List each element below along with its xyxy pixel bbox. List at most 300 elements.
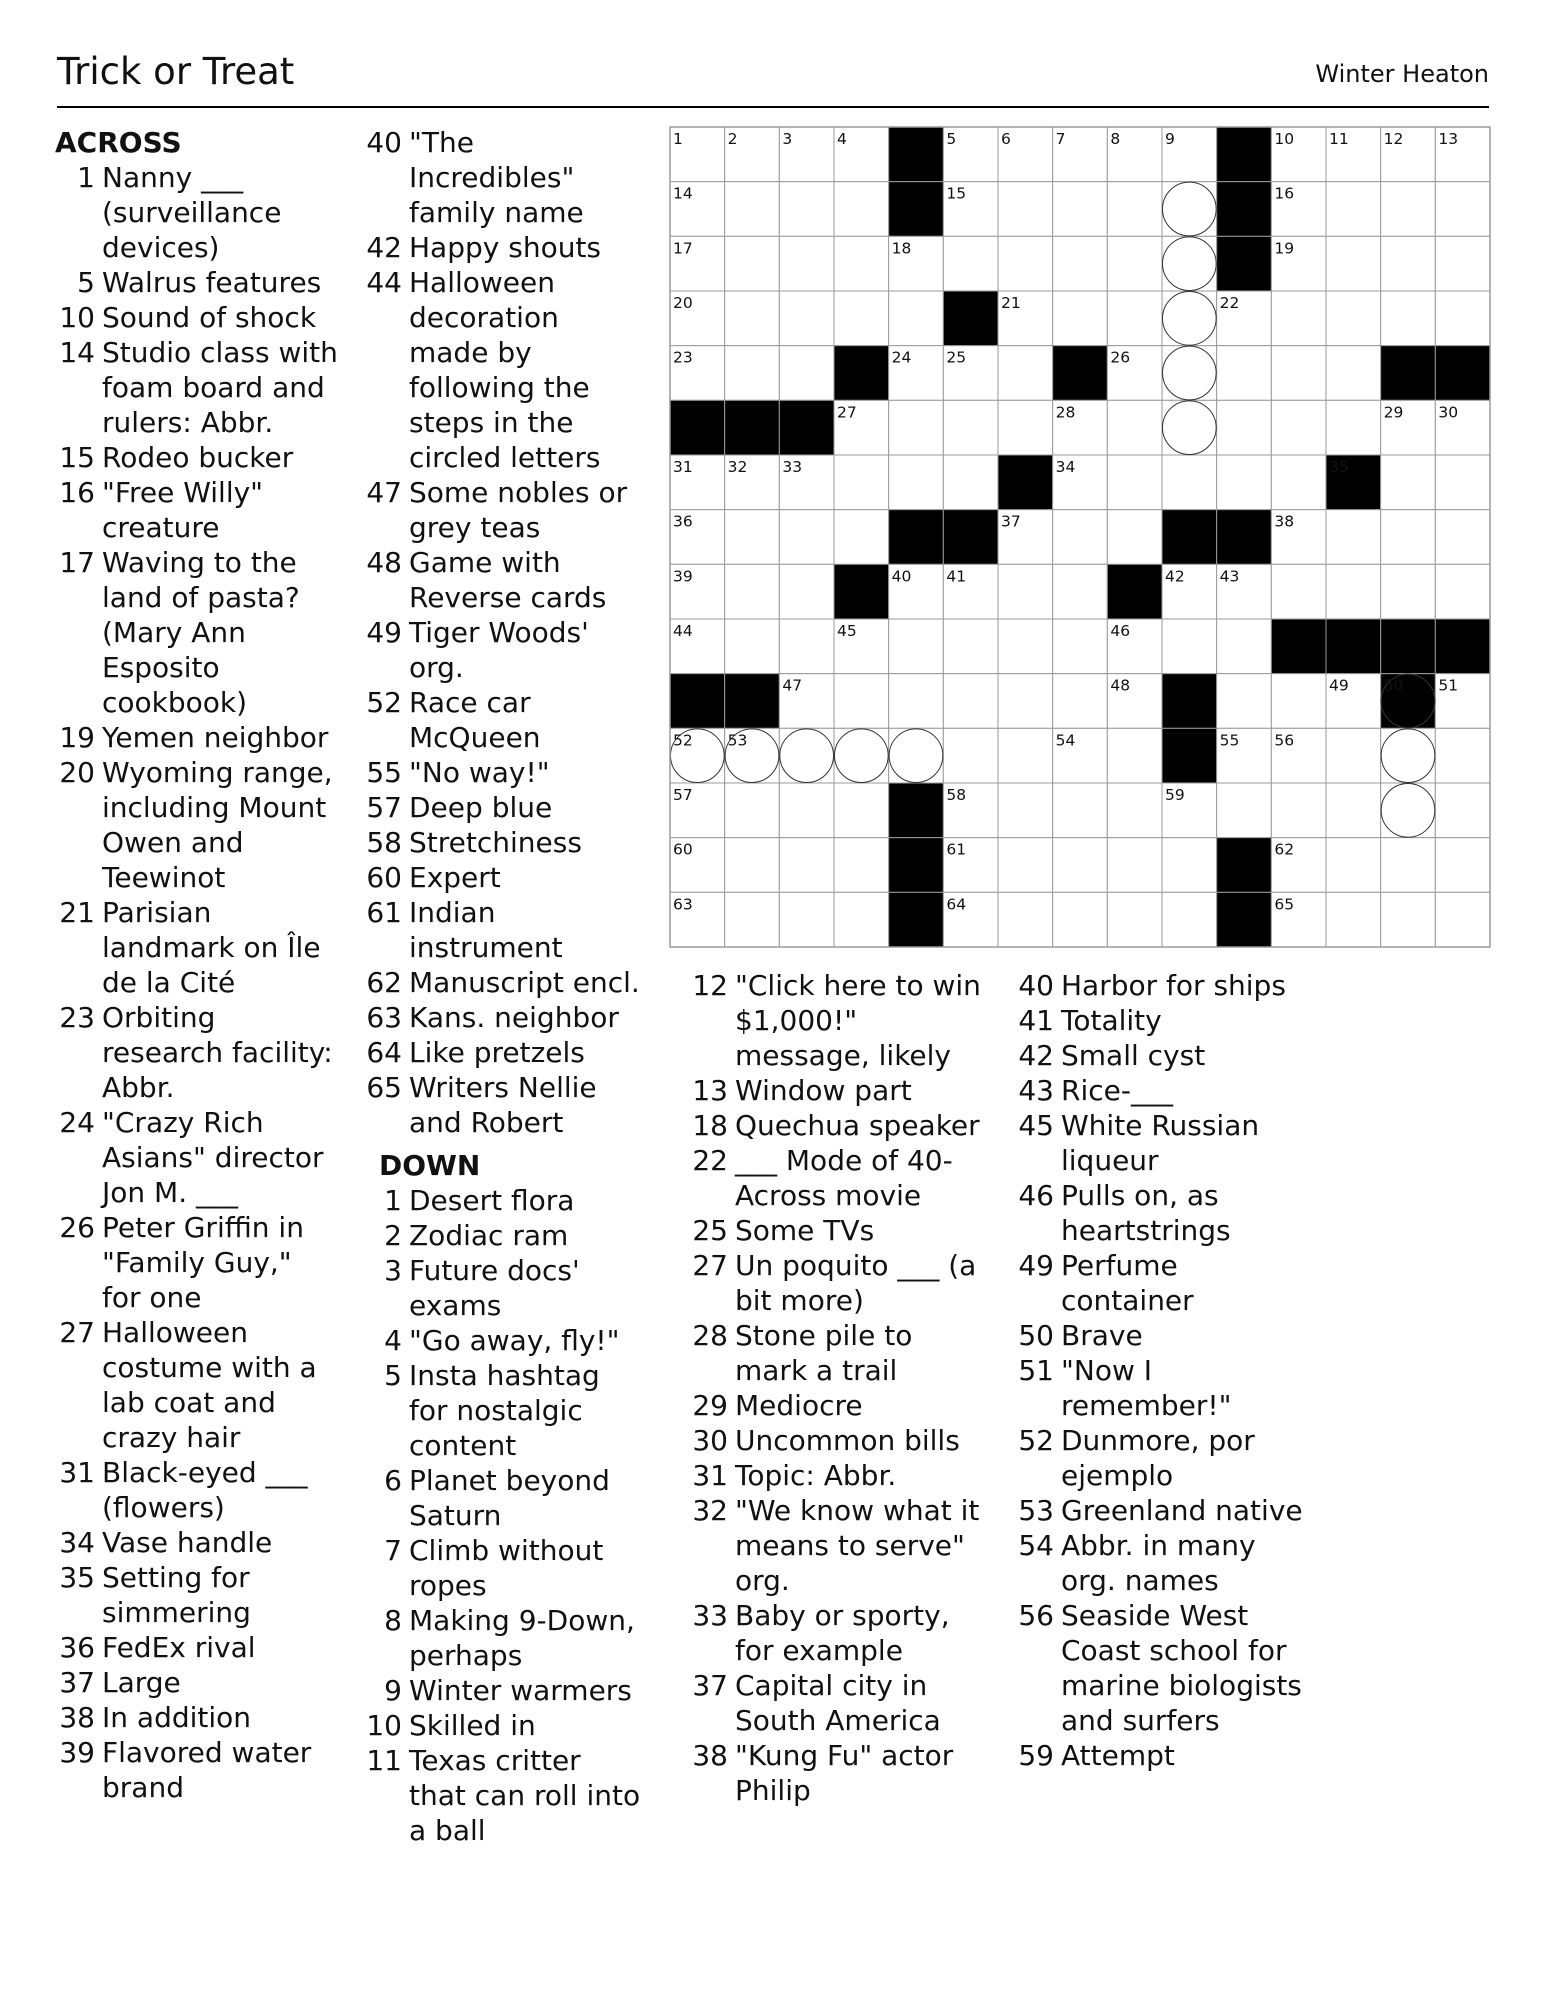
clue-down-54[interactable]: [1014, 1528, 1314, 1598]
grid-cell[interactable]: [725, 892, 780, 947]
clue-down-43[interactable]: [1014, 1073, 1314, 1108]
grid-cell[interactable]: [779, 346, 834, 401]
grid-cell[interactable]: [779, 291, 834, 346]
clue-across-16[interactable]: [55, 475, 338, 545]
clue-number: 15: [59, 441, 95, 474]
grid-cell[interactable]: [943, 619, 998, 674]
clue-number: 45: [1018, 1109, 1054, 1142]
grid-cell[interactable]: [1381, 455, 1436, 510]
grid-cell[interactable]: [943, 400, 998, 455]
clue-across-39[interactable]: [55, 1735, 338, 1805]
puzzle-title: Trick or Treat: [57, 50, 295, 93]
block-square: [1162, 674, 1217, 729]
clue-across-36[interactable]: [55, 1630, 338, 1665]
clue-number: 9: [384, 1674, 402, 1707]
grid-cell[interactable]: [998, 619, 1053, 674]
clue-number: 49: [1018, 1249, 1054, 1282]
grid-cell[interactable]: [1162, 455, 1217, 510]
clue-number: 21: [59, 896, 95, 929]
grid-cell[interactable]: [1162, 892, 1217, 947]
clue-down-8[interactable]: [362, 1603, 645, 1673]
grid-cell[interactable]: [1326, 510, 1381, 565]
clue-text: Some TVs: [735, 1214, 875, 1247]
clue-text: Setting for simmering: [102, 1561, 251, 1629]
grid-cell[interactable]: [889, 674, 944, 729]
grid-cell[interactable]: [1053, 783, 1108, 838]
clue-across-48[interactable]: [362, 545, 645, 615]
clue-across-60[interactable]: [362, 860, 645, 895]
clue-text: Baby or sporty, for example: [735, 1599, 950, 1667]
clue-down-37[interactable]: [688, 1668, 988, 1738]
clue-down-9[interactable]: [362, 1673, 645, 1708]
cell-number: 55: [1219, 731, 1240, 750]
cell-number: 50: [1383, 676, 1404, 695]
clue-across-64[interactable]: [362, 1035, 645, 1070]
cell-number: 19: [1274, 239, 1295, 258]
grid-cell[interactable]: [943, 674, 998, 729]
clue-down-27[interactable]: [688, 1248, 988, 1318]
clue-across-40[interactable]: [362, 125, 645, 230]
clue-text: Making 9-Down, perhaps: [409, 1604, 635, 1672]
clue-number: 40: [1018, 969, 1054, 1002]
grid-cell[interactable]: [725, 236, 780, 291]
grid-cell[interactable]: [1435, 291, 1490, 346]
cell-number: 15: [946, 184, 967, 203]
cell-number: 18: [891, 239, 912, 258]
clue-down-38[interactable]: [688, 1738, 988, 1808]
grid-cell[interactable]: [834, 291, 889, 346]
clue-text: Halloween decoration made by following the steps in the circled letters: [409, 266, 601, 474]
grid-cell[interactable]: [725, 346, 780, 401]
grid-cell[interactable]: [1107, 783, 1162, 838]
clue-down-30[interactable]: [688, 1423, 988, 1458]
grid-cell[interactable]: [998, 674, 1053, 729]
grid-cell[interactable]: [1107, 291, 1162, 346]
grid-cell[interactable]: [1107, 728, 1162, 783]
grid-cell[interactable]: [834, 182, 889, 237]
cell-number: 56: [1274, 731, 1295, 750]
grid-cell[interactable]: [834, 838, 889, 893]
block-square: [1162, 728, 1217, 783]
grid-cell[interactable]: [1381, 564, 1436, 619]
grid-cell[interactable]: [998, 182, 1053, 237]
clue-column-2: [362, 125, 645, 1848]
clue-across-65[interactable]: [362, 1070, 645, 1140]
clue-across-27[interactable]: [55, 1315, 338, 1455]
clue-across-15[interactable]: [55, 440, 338, 475]
clue-number: 22: [692, 1144, 728, 1177]
clue-down-50[interactable]: [1014, 1318, 1314, 1353]
grid-cell[interactable]: [1107, 892, 1162, 947]
grid-cell[interactable]: [779, 236, 834, 291]
grid-cell[interactable]: [834, 236, 889, 291]
clue-number: 38: [59, 1701, 95, 1734]
crossword-grid-svg: [670, 127, 1490, 947]
grid-cell[interactable]: [1326, 346, 1381, 401]
cell-number: 20: [673, 294, 693, 312]
cell-number: 35: [1329, 458, 1349, 476]
clue-number: 3: [384, 1254, 402, 1287]
clue-number: 19: [59, 721, 95, 754]
clue-across-49[interactable]: [362, 615, 645, 685]
cell-number: 63: [673, 895, 693, 914]
clue-text: Waving to the land of pasta? (Mary Ann Esposito cookbook): [102, 546, 300, 719]
puzzle-author: Winter Heaton: [1315, 60, 1489, 88]
cell-number: 26: [1110, 348, 1131, 367]
block-square: [1381, 346, 1436, 401]
grid-cell[interactable]: [1435, 783, 1490, 838]
clue-across-38[interactable]: [55, 1700, 338, 1735]
clue-down-52[interactable]: [1014, 1423, 1314, 1493]
clue-text: Parisian landmark on Île de la Cité: [102, 896, 321, 999]
grid-cell[interactable]: [725, 564, 780, 619]
grid-cell[interactable]: [1217, 619, 1272, 674]
cell-number: 24: [891, 348, 912, 367]
clue-number: 29: [692, 1389, 728, 1422]
clue-across-17[interactable]: [55, 545, 338, 720]
block-square: [889, 838, 944, 893]
clue-down-33[interactable]: [688, 1598, 988, 1668]
clue-number: 38: [692, 1739, 728, 1772]
clue-down-56[interactable]: [1014, 1598, 1314, 1738]
grid-cell[interactable]: [1107, 236, 1162, 291]
block-square: [779, 400, 834, 455]
grid-cell[interactable]: [1435, 892, 1490, 947]
grid-cell[interactable]: [998, 400, 1053, 455]
clue-down-10[interactable]: [362, 1708, 645, 1743]
clue-text: Winter warmers: [409, 1674, 632, 1707]
clue-number: 1: [384, 1184, 402, 1217]
grid-cell[interactable]: [943, 455, 998, 510]
clue-down-3[interactable]: [362, 1253, 645, 1323]
clue-text: Flavored water brand: [102, 1736, 312, 1804]
grid-cell[interactable]: [998, 346, 1053, 401]
clue-number: 11: [366, 1744, 402, 1777]
grid-cell[interactable]: [779, 838, 834, 893]
clue-text: Studio class with foam board and rulers: Abbr.: [102, 336, 338, 439]
grid-cell[interactable]: [1326, 564, 1381, 619]
grid-cell[interactable]: [779, 510, 834, 565]
cell-number: 65: [1274, 895, 1295, 914]
grid-cell[interactable]: [1381, 236, 1436, 291]
clue-across-31[interactable]: [55, 1455, 338, 1525]
grid-cell[interactable]: [1381, 182, 1436, 237]
cell-number: 29: [1383, 403, 1404, 422]
grid-cell[interactable]: [725, 510, 780, 565]
clue-text: Rice-___: [1061, 1074, 1173, 1107]
grid-cell[interactable]: [1053, 236, 1108, 291]
clue-number: 46: [1018, 1179, 1054, 1212]
clue-text: Black-eyed ___ (flowers): [102, 1456, 308, 1524]
clue-across-24[interactable]: [55, 1105, 338, 1210]
clue-across-63[interactable]: [362, 1000, 645, 1035]
grid-cell[interactable]: [1053, 564, 1108, 619]
clue-text: Uncommon bills: [735, 1424, 960, 1457]
grid-cell[interactable]: [1107, 400, 1162, 455]
clue-number: 5: [77, 266, 95, 299]
clue-down-7[interactable]: [362, 1533, 645, 1603]
clue-down-2[interactable]: [362, 1218, 645, 1253]
grid-cell[interactable]: [1326, 291, 1381, 346]
clue-down-11[interactable]: [362, 1743, 645, 1848]
grid-cell[interactable]: [1381, 510, 1436, 565]
clue-down-32[interactable]: [688, 1493, 988, 1598]
clue-text: ___ Mode of 40-Across movie: [735, 1144, 953, 1212]
cell-number: 41: [946, 567, 967, 586]
block-square: [889, 182, 944, 237]
clue-text: Small cyst: [1061, 1039, 1206, 1072]
grid-cell[interactable]: [1217, 674, 1272, 729]
grid-cell[interactable]: [943, 236, 998, 291]
clue-down-12[interactable]: [688, 968, 988, 1073]
clue-number: 2: [384, 1219, 402, 1252]
grid-cell[interactable]: [1326, 892, 1381, 947]
grid-cell[interactable]: [998, 728, 1053, 783]
block-square: [1217, 838, 1272, 893]
grid-cell[interactable]: [1435, 510, 1490, 565]
block-square: [1217, 182, 1272, 237]
grid-cell[interactable]: [889, 619, 944, 674]
block-square: [834, 346, 889, 401]
cell-number: 62: [1274, 840, 1295, 859]
clue-number: 64: [366, 1036, 402, 1069]
clue-down-53[interactable]: [1014, 1493, 1314, 1528]
clue-down-45[interactable]: [1014, 1108, 1314, 1178]
grid-cell[interactable]: [998, 892, 1053, 947]
grid-cell[interactable]: [1435, 236, 1490, 291]
across-clue-list: [55, 160, 338, 1805]
clue-across-42[interactable]: [362, 230, 645, 265]
grid-cell[interactable]: [1107, 510, 1162, 565]
clue-across-44[interactable]: [362, 265, 645, 475]
grid-cell[interactable]: [779, 783, 834, 838]
clue-text: Wyoming range, including Mount Owen and Teewinot: [102, 756, 333, 894]
clue-number: 31: [59, 1456, 95, 1489]
cell-number: 4: [837, 130, 847, 148]
grid-cell[interactable]: [1217, 400, 1272, 455]
cell-number: 61: [946, 840, 967, 859]
clue-down-51[interactable]: [1014, 1353, 1314, 1423]
grid-cell[interactable]: [1271, 783, 1326, 838]
grid-cell[interactable]: [1326, 182, 1381, 237]
clue-down-13[interactable]: [688, 1073, 988, 1108]
grid-cell[interactable]: [889, 291, 944, 346]
clue-text: Yemen neighbor: [102, 721, 329, 754]
clue-number: 34: [59, 1526, 95, 1559]
grid-cell[interactable]: [1053, 619, 1108, 674]
grid-cell[interactable]: [889, 400, 944, 455]
clue-column-3: [688, 968, 988, 1808]
clue-down-25[interactable]: [688, 1213, 988, 1248]
clue-across-21[interactable]: [55, 895, 338, 1000]
grid-cell[interactable]: [1326, 838, 1381, 893]
clue-across-10[interactable]: [55, 300, 338, 335]
grid-cell[interactable]: [998, 564, 1053, 619]
clue-across-26[interactable]: [55, 1210, 338, 1315]
grid-cell[interactable]: [1053, 838, 1108, 893]
grid-cell[interactable]: [779, 619, 834, 674]
cell-number: 52: [673, 731, 693, 750]
clue-text: Game with Reverse cards: [409, 546, 607, 614]
clue-text: "Now I remember!": [1061, 1354, 1232, 1422]
cell-number: 57: [673, 786, 693, 804]
grid-cell[interactable]: [1271, 400, 1326, 455]
grid-cell[interactable]: [1271, 346, 1326, 401]
clue-number: 59: [1018, 1739, 1054, 1772]
grid-cell[interactable]: [1053, 182, 1108, 237]
grid-cell[interactable]: [1162, 838, 1217, 893]
cell-number: 14: [673, 184, 693, 203]
clue-text: Planet beyond Saturn: [409, 1464, 610, 1532]
grid-cell[interactable]: [1107, 182, 1162, 237]
grid-cell[interactable]: [779, 564, 834, 619]
clue-text: Expert: [409, 861, 501, 894]
grid-cell[interactable]: [1381, 892, 1436, 947]
grid-cell[interactable]: [889, 455, 944, 510]
clue-number: 1: [77, 161, 95, 194]
clue-across-1[interactable]: [55, 160, 338, 265]
grid-cell[interactable]: [834, 783, 889, 838]
clue-text: Totality: [1061, 1004, 1162, 1037]
clue-text: Skilled in: [409, 1709, 536, 1742]
grid-cell[interactable]: [725, 783, 780, 838]
clue-across-47[interactable]: [362, 475, 645, 545]
clue-across-62[interactable]: [362, 965, 645, 1000]
clue-across-52[interactable]: [362, 685, 645, 755]
clue-text: Walrus features: [102, 266, 322, 299]
clue-number: 65: [366, 1071, 402, 1104]
clue-down-49[interactable]: [1014, 1248, 1314, 1318]
grid-cell[interactable]: [834, 455, 889, 510]
grid-cell[interactable]: [779, 182, 834, 237]
block-square: [1326, 619, 1381, 674]
down-heading: DOWN: [379, 1149, 481, 1182]
grid-cell[interactable]: [725, 838, 780, 893]
clue-number: 52: [1018, 1424, 1054, 1457]
block-square: [1381, 619, 1436, 674]
grid-cell[interactable]: [834, 510, 889, 565]
clue-down-29[interactable]: [688, 1388, 988, 1423]
grid-cell[interactable]: [1381, 291, 1436, 346]
grid-cell[interactable]: [1271, 674, 1326, 729]
grid-cell[interactable]: [1217, 455, 1272, 510]
clue-across-37[interactable]: [55, 1665, 338, 1700]
clue-down-4[interactable]: [362, 1323, 645, 1358]
clue-down-22[interactable]: [688, 1143, 988, 1213]
clue-across-14[interactable]: [55, 335, 338, 440]
clue-across-34[interactable]: [55, 1525, 338, 1560]
grid-cell[interactable]: [1271, 564, 1326, 619]
grid-cell[interactable]: [1053, 291, 1108, 346]
grid-cell[interactable]: [725, 619, 780, 674]
clue-number: 23: [59, 1001, 95, 1034]
clue-across-58[interactable]: [362, 825, 645, 860]
clue-down-46[interactable]: [1014, 1178, 1314, 1248]
clue-text: Window part: [735, 1074, 912, 1107]
grid-cell[interactable]: [1435, 455, 1490, 510]
cell-number: 17: [673, 239, 693, 258]
grid-cell[interactable]: [1271, 455, 1326, 510]
clue-number: 14: [59, 336, 95, 369]
clue-across-20[interactable]: [55, 755, 338, 895]
grid-cell[interactable]: [1326, 236, 1381, 291]
clue-across-55[interactable]: [362, 755, 645, 790]
clue-down-40[interactable]: [1014, 968, 1314, 1003]
clue-text: Halloween costume with a lab coat and crazy hair: [102, 1316, 317, 1454]
grid-cell[interactable]: [834, 674, 889, 729]
grid-cell[interactable]: [1107, 455, 1162, 510]
clue-across-5[interactable]: [55, 265, 338, 300]
clue-down-31[interactable]: [688, 1458, 988, 1493]
grid-cell[interactable]: [1271, 291, 1326, 346]
grid-cell[interactable]: [998, 783, 1053, 838]
clue-across-19[interactable]: [55, 720, 338, 755]
clue-across-61[interactable]: [362, 895, 645, 965]
grid-cell[interactable]: [1162, 619, 1217, 674]
clue-text: Writers Nellie and Robert: [409, 1071, 597, 1139]
grid-cell[interactable]: [998, 838, 1053, 893]
block-square: [889, 892, 944, 947]
grid-cell[interactable]: [1326, 728, 1381, 783]
grid-cell[interactable]: [1053, 892, 1108, 947]
clue-down-6[interactable]: [362, 1463, 645, 1533]
grid-cell[interactable]: [1381, 838, 1436, 893]
clue-down-28[interactable]: [688, 1318, 988, 1388]
clue-down-59[interactable]: [1014, 1738, 1314, 1773]
cell-number: 22: [1219, 294, 1240, 312]
clue-text: Climb without ropes: [409, 1534, 604, 1602]
grid-cell[interactable]: [1053, 510, 1108, 565]
cell-number: 31: [673, 458, 693, 476]
clue-text: Texas critter that can roll into a ball: [409, 1744, 641, 1847]
clue-down-42[interactable]: [1014, 1038, 1314, 1073]
grid-cell[interactable]: [943, 728, 998, 783]
clue-across-57[interactable]: [362, 790, 645, 825]
grid-cell[interactable]: [725, 291, 780, 346]
clue-text: Race car McQueen: [409, 686, 541, 754]
clue-text: "The Incredibles" family name: [409, 126, 584, 229]
clue-down-5[interactable]: [362, 1358, 645, 1463]
clue-down-1[interactable]: [362, 1183, 645, 1218]
cell-number: 54: [1055, 731, 1076, 750]
grid-cell[interactable]: [1326, 783, 1381, 838]
clue-number: 55: [366, 756, 402, 789]
grid-cell[interactable]: [1053, 674, 1108, 729]
grid-cell[interactable]: [834, 892, 889, 947]
grid-cell[interactable]: [1326, 400, 1381, 455]
clue-across-23[interactable]: [55, 1000, 338, 1105]
clue-number: 24: [59, 1106, 95, 1139]
grid-cell[interactable]: [725, 182, 780, 237]
clue-number: 51: [1018, 1354, 1054, 1387]
grid-cell[interactable]: [1435, 564, 1490, 619]
grid-cell[interactable]: [998, 236, 1053, 291]
grid-cell[interactable]: [1435, 728, 1490, 783]
clue-down-18[interactable]: [688, 1108, 988, 1143]
grid-cell[interactable]: [1217, 783, 1272, 838]
grid-cell[interactable]: [779, 892, 834, 947]
grid-cell[interactable]: [1435, 182, 1490, 237]
cell-number: 10: [1274, 130, 1295, 148]
clue-down-41[interactable]: [1014, 1003, 1314, 1038]
grid-cell[interactable]: [1217, 346, 1272, 401]
clue-text: "Go away, fly!": [409, 1324, 620, 1357]
grid-cell[interactable]: [1107, 838, 1162, 893]
clue-text: Pulls on, as heartstrings: [1061, 1179, 1231, 1247]
grid-cell[interactable]: [1435, 838, 1490, 893]
clue-text: Indian instrument: [409, 896, 563, 964]
clue-across-35[interactable]: [55, 1560, 338, 1630]
